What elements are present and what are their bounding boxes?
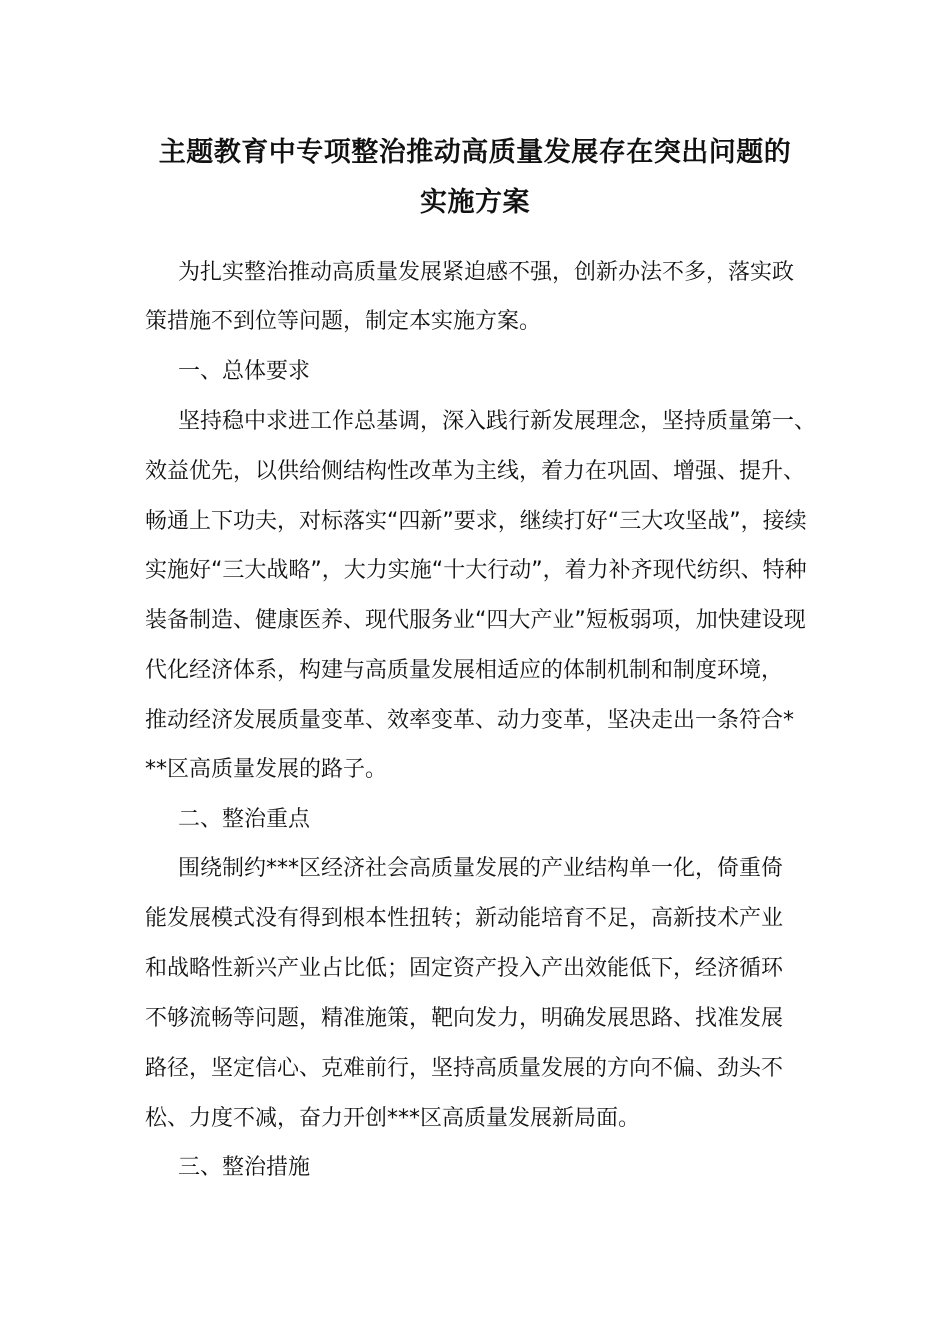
issues-paragraph-line-5: 路径，坚定信心、克难前行，坚持高质量发展的方向不偏、劲头不 [145, 1056, 784, 1081]
issues-paragraph-line-3: 和战略性新兴产业占比低；固定资产投入产出效能低下，经济循环 [145, 956, 784, 981]
requirements-paragraph-line-1: 坚持稳中求进工作总基调，深入践行新发展理念，坚持质量第一、 [178, 409, 817, 434]
section-heading-measures: 三、整治措施 [178, 1155, 311, 1180]
requirements-paragraph-line-6: 代化经济体系，构建与高质量发展相适应的体制机制和制度环境， [145, 658, 784, 683]
requirements-paragraph-line-4: 实施好“三大战略”，大力实施“十大行动”，着力补齐现代纺织、特种 [145, 558, 807, 583]
document-title-line-2: 实施方案 [420, 187, 530, 218]
section-heading-key-issues: 二、整治重点 [178, 807, 311, 832]
requirements-paragraph-line-2: 效益优先，以供给侧结构性改革为主线，着力在巩固、增强、提升、 [145, 459, 806, 484]
intro-paragraph-line-2: 策措施不到位等问题，制定本实施方案。 [145, 309, 542, 334]
intro-paragraph-line-1: 为扎实整治推动高质量发展紧迫感不强，创新办法不多，落实政 [178, 260, 795, 285]
issues-paragraph-line-4: 不够流畅等问题，精准施策，靶向发力，明确发展思路、找准发展 [145, 1006, 784, 1031]
requirements-paragraph-line-3: 畅通上下功夫，对标落实“四新”要求，继续打好“三大攻坚战”，接续 [145, 509, 807, 534]
section-heading-general-requirements: 一、总体要求 [178, 359, 311, 384]
issues-paragraph-line-1: 围绕制约***区经济社会高质量发展的产业结构单一化，倚重倚 [178, 856, 784, 881]
requirements-paragraph-line-8: **区高质量发展的路子。 [145, 757, 388, 782]
issues-paragraph-line-2: 能发展模式没有得到根本性扭转；新动能培育不足，高新技术产业 [145, 906, 784, 931]
requirements-paragraph-line-5: 装备制造、健康医养、现代服务业“四大产业”短板弱项，加快建设现 [145, 608, 806, 633]
issues-paragraph-line-6: 松、力度不减，奋力开创***区高质量发展新局面。 [145, 1106, 641, 1131]
requirements-paragraph-line-7: 推动经济发展质量变革、效率变革、动力变革，坚决走出一条符合* [145, 708, 795, 733]
document-title-line-1: 主题教育中专项整治推动高质量发展存在突出问题的 [158, 137, 792, 168]
